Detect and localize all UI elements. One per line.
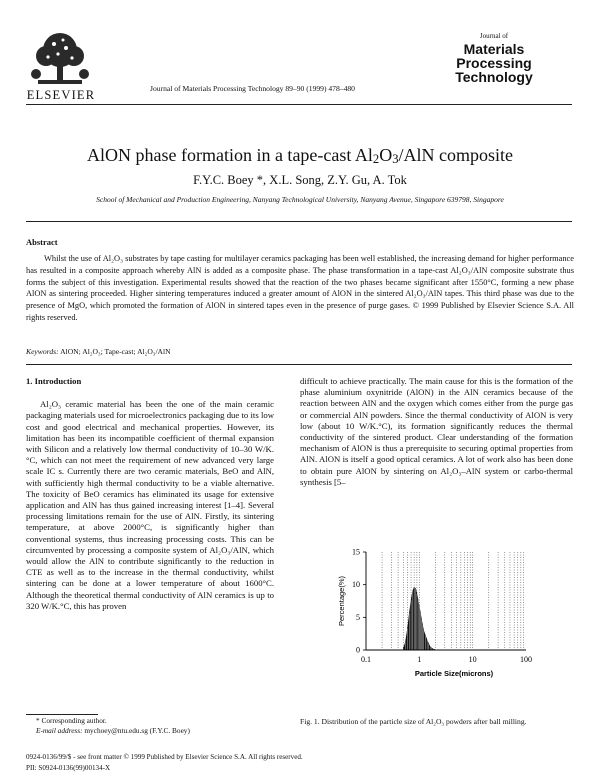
publisher-name: ELSEVIER	[26, 88, 96, 102]
email-address[interactable]: mychoey@ntu.edu.sg (F.Y.C. Boey)	[84, 726, 190, 735]
article-title	[0, 145, 600, 166]
footnote-email-line	[36, 726, 286, 736]
left-column	[26, 376, 274, 612]
left-paragraph: Al₂O₃ ceramic material has been the one of the main ceramic packaging materials used for microelectronics packaging due to its low cost and good electrical and mechanical properties. However, its limitation has been its incompatible coefficient of thermal expansion with Silicon and a relatively low thermal conductivity of 10–30 W/K.°C, which can not meet the requirement of new advanced very large scale IC s. Currently there are two ceramic materials, BeO and AlN, with sufficiently high thermal conductivity to be a viable alternative. The toxicity of BeO ceramics has eliminated its usage for extensive application and AlN has thus gained increasing interest [1–4]. Several processing limitations remain for the use of AlN. Firstly, its sintering temperature, at above 2000°C, is significantly higher than conventional systems, thus increasing processing costs. This can be circumvented by processing a composite system of Al₂O₃/AlN, which would allow the AlN to contribute significantly to the reduction in CTE as well as to the increase in the thermal conductivity, whilst sintering can be done at a lower temperature of about 1600°C. Although the theoretical thermal conductivity of AlN ceramics is up to 320 W/K.°C, this has proven	[26, 399, 274, 611]
particle-size-chart	[326, 542, 548, 682]
keywords-label: Keywords:	[26, 347, 59, 356]
elsevier-tree-logo	[28, 30, 92, 88]
y-tick-label: 15	[352, 547, 360, 557]
keywords-line	[26, 347, 171, 356]
title-mid: O	[379, 145, 393, 165]
title-rule	[26, 221, 572, 222]
chart-x-label: Particle Size(microns)	[414, 669, 494, 678]
keywords-value: AlON; Al₂O₃; Tape-cast; Al₂O₃/AlN	[60, 347, 171, 356]
journal-logo-line2: Processing	[456, 55, 532, 71]
chart-y-label: Percentage(%)	[337, 575, 346, 627]
journal-citation: Journal of Materials Processing Technology 89–90 (1999) 478–480	[150, 84, 355, 93]
keywords-rule	[26, 364, 572, 365]
title-post: /AlN composite	[398, 145, 513, 165]
header-rule	[26, 104, 572, 105]
journal-logo-line3: Technology	[455, 69, 533, 85]
right-column	[300, 376, 573, 488]
x-tick-label: 10	[468, 655, 477, 664]
chart-grid	[366, 552, 524, 650]
y-tick-label: 5	[356, 612, 360, 622]
journal-logo-prefix: Journal of	[479, 32, 509, 40]
footnote-rule	[26, 714, 98, 715]
footnote-corresponding: * Corresponding author.	[36, 716, 107, 725]
abstract-heading: Abstract	[26, 237, 58, 247]
affiliation: School of Mechanical and Production Engineering, Nanyang Technological University, Nanyang Avenue, Singapore 639798, Singapore	[96, 195, 504, 204]
footnote	[26, 716, 286, 736]
title-sub2: 3	[392, 152, 399, 166]
journal-logo-line1: Materials	[463, 41, 525, 57]
title-pre: AlON phase formation in a tape-cast Al	[86, 145, 373, 165]
x-tick-label: 1	[417, 655, 422, 664]
title-sub1: 2	[372, 152, 380, 166]
right-paragraph: difficult to achieve practically. The main cause for this is the formation of the phase aluminium oxynitride (AlON) in the AlN ceramics because of the reaction between AlN and the oxygen which comes either from the purge gas or commercial AlN powders. Since the thermal conductivity of AlON is very low (about 10 W/K.°C), its formation significantly reduces the thermal conductivity of the sintered product. Clear understanding of the formation mechanism of AlON is thus a prerequisite to securing optimal properties from AlN. AlON is itself a good optical ceramics. A lot of work also has been done to obtain pure AlON by sintering on Al₂O₃–AlN system or carbo-thermal synthesis [5–	[300, 376, 573, 487]
y-tick-label: 10	[352, 580, 360, 590]
chart-axes	[366, 552, 526, 650]
x-tick-label: 100	[520, 655, 532, 664]
footer-pii: PII: S0924-0136(99)00134-X	[26, 763, 111, 772]
journal-logo	[430, 30, 558, 90]
abstract-text: Whilst the use of Al₂O₃ substrates by tape casting for multilayer ceramics packaging has been well established, the increasing demand for higher performance has resulted in a composite approach whereby AlN is added as a composite phase. The phase transformation in a tape-cast Al₂O₃/AlN composite substrate thus forms the subject of this investigation. Experimental results showed that the reaction of the two phases became significant after 1550°C, forming a new phase AlON as sintering proceeded. Higher sintering temperatures induced a greater amount of AlON in the sintered Al₂O₃/AlN tapes. This third phase was due to the presence of MgO, which promoted the formation of AlON in sintered tapes even in the presence of purge gases. © 1999 Published by Elsevier Science S.A. All rights reserved.	[26, 254, 574, 322]
y-tick-label: 0	[356, 645, 360, 655]
author-list: F.Y.C. Boey *, X.L. Song, Z.Y. Gu, A. Tok	[193, 173, 407, 187]
footer-copyright: 0924-0136/99/$ - see front matter © 1999 Published by Elsevier Science S.A. All rights reserved.	[26, 753, 303, 761]
email-label: E-mail address:	[36, 726, 83, 735]
x-tick-label: 0.1	[361, 655, 371, 664]
figure-caption: Fig. 1. Distribution of the particle size of Al₂O₃ powders after ball milling.	[300, 717, 527, 726]
page-footer	[26, 752, 526, 773]
section-heading: 1. Introduction	[26, 376, 82, 386]
chart-area	[403, 587, 435, 650]
